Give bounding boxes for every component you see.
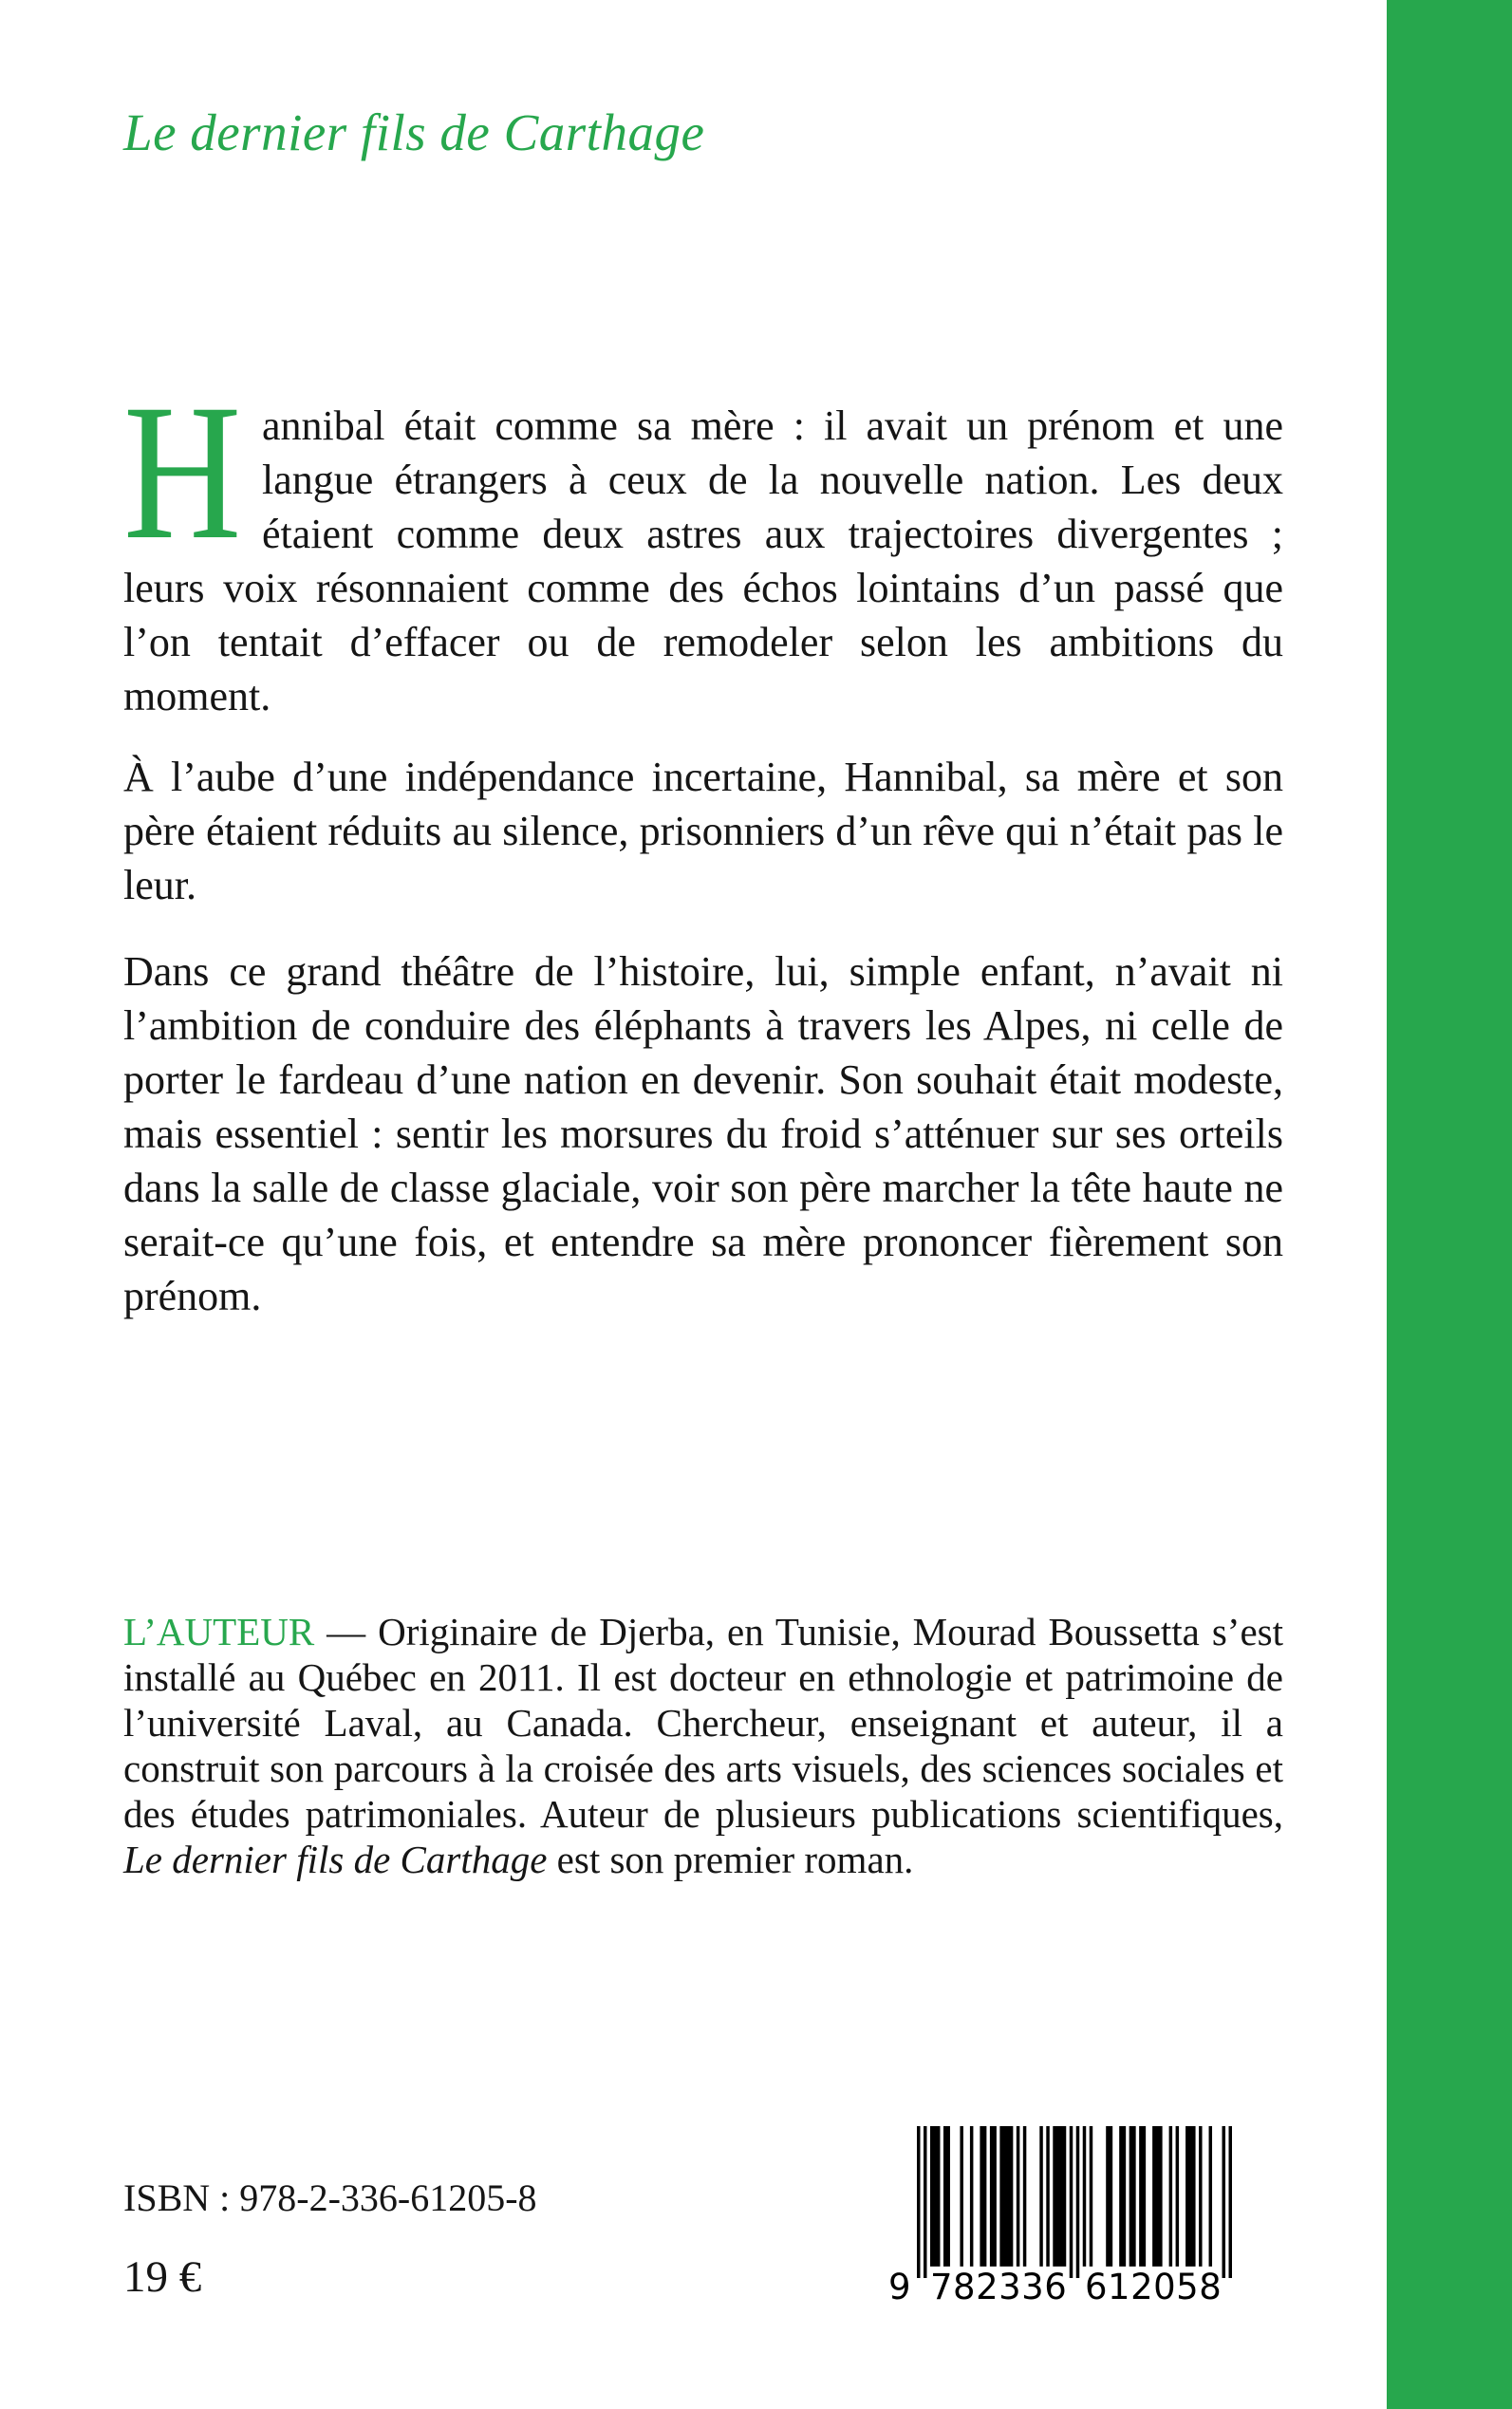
synopsis-paragraph-1 [123,364,1283,723]
back-cover-content [123,0,1283,2409]
author-bio-text-end: est son premier roman. [547,1838,914,1881]
synopsis-paragraph-2: À l’aube d’une indépendance incertaine, Hannibal, sa mère et son père étaient réduits au silence, prisonniers d’un rêve qui n’était pas le leur. [123,754,1283,908]
barcode-digits-left: 782336 [930,2267,1068,2307]
author-label: L’AUTEUR [123,1610,315,1653]
book-title: Le dernier fils de Carthage [123,103,705,161]
dropcap-letter: H [123,364,242,580]
green-spine-bar [1387,0,1512,2409]
author-section [123,1609,1283,1882]
isbn-text: ISBN : 978-2-336-61205-8 [123,2176,537,2219]
price-text: 19 € [123,2252,202,2302]
barcode-digits-right: 612058 [1085,2267,1223,2307]
barcode-digit-first: 9 [888,2267,911,2307]
author-bio-text: — Originaire de Djerba, en Tunisie, Mourad Boussetta s’est installé au Québec en 2011. Il est docteur en ethnologie et patrimoine de l’université Laval, au Canada. Chercheur, enseignant et auteur, il a construit son parcours à la croisée des arts visuels, des sciences sociales et des études patrimoniales. Auteur de plusieurs publications scientifiques, [123,1610,1283,1836]
author-book-title: Le dernier fils de Carthage [123,1838,548,1881]
barcode [888,2126,1232,2312]
synopsis-paragraph-3: Dans ce grand théâtre de l’histoire, lui, simple enfant, n’avait ni l’ambition de conduire des éléphants à travers les Alpes, ni celle de porter le fardeau d’une nation en devenir. Son souhait était modeste, mais essentiel : sentir les morsures du froid s’atténuer sur ses orteils dans la salle de classe glaciale, voir son père marcher la tête haute ne serait-ce qu’une fois, et entendre sa mère prononcer fièrement son prénom. [123,948,1283,1319]
barcode-bars [917,2126,1232,2278]
synopsis-paragraph-1-text: annibal était comme sa mère : il avait un prénom et une langue étrangers à ceux de la nouvelle nation. Les deux étaient comme deux astres aux trajectoires divergentes ; leurs voix résonnaient comme des échos lointains d’un passé que l’on tentait d’effacer ou de remodeler selon les ambitions du moment. [123,402,1283,719]
